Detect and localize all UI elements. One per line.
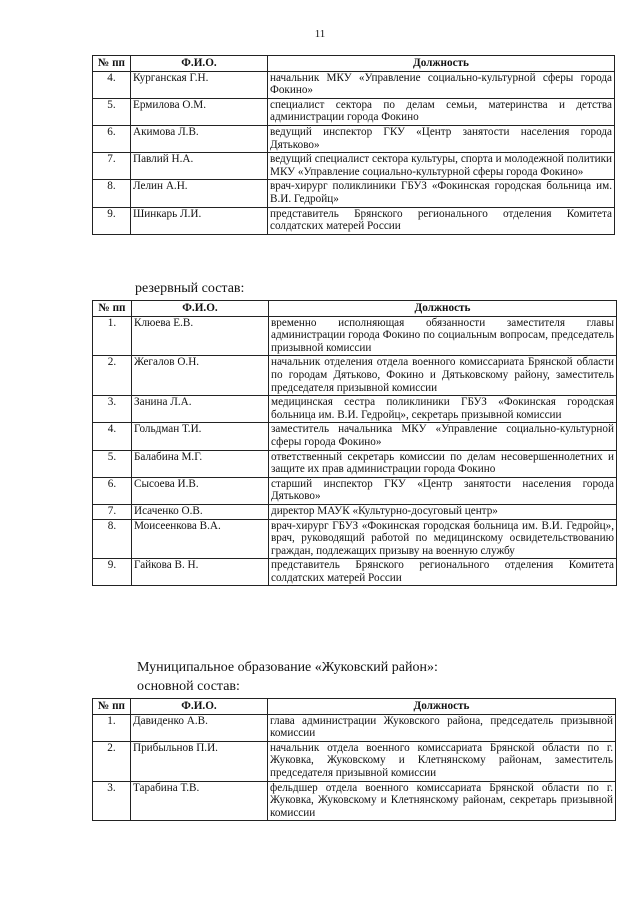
member-position: глава администрации Жуковского района, председатель призывной комиссии <box>268 714 616 741</box>
member-position: директор МАУК «Культурно-досуговый центр» <box>269 504 617 519</box>
row-number: 4. <box>93 71 131 98</box>
table-row <box>93 781 616 821</box>
member-name: Тарабина Т.В. <box>131 781 268 821</box>
section-municipality-heading: Муниципальное образование «Жуковский район»: <box>137 660 438 675</box>
table-header-row <box>93 56 615 72</box>
table-row <box>93 396 617 423</box>
table-header-row <box>93 699 616 715</box>
row-number: 9. <box>93 207 131 234</box>
page-number: 11 <box>314 28 326 40</box>
row-number: 8. <box>93 180 131 207</box>
table-row <box>93 125 615 152</box>
row-number: 2. <box>93 741 131 781</box>
row-number: 1. <box>93 316 132 356</box>
member-name: Жегалов О.Н. <box>132 356 269 396</box>
member-position: ведущий инспектор ГКУ «Центр занятости населения города Дятьково» <box>268 125 615 152</box>
header-name: Ф.И.О. <box>132 301 269 317</box>
header-number: № пп <box>93 301 132 317</box>
member-position: фельдшер отдела военного комиссариата Брянской области по г. Жуковка, Жуковскому и Клетнянскому районам, секретарь призывной комиссии <box>268 781 616 821</box>
table-row <box>93 180 615 207</box>
row-number: 6. <box>93 477 132 504</box>
row-number: 7. <box>93 504 132 519</box>
table-row <box>93 477 617 504</box>
member-position: старший инспектор ГКУ «Центр занятости населения города Дятьково» <box>269 477 617 504</box>
table-row <box>93 559 617 586</box>
header-position: Должность <box>268 56 615 72</box>
table-row <box>93 71 615 98</box>
row-number: 4. <box>93 423 132 450</box>
table-row <box>93 316 617 356</box>
member-name: Ермилова О.М. <box>131 98 268 125</box>
row-number: 5. <box>93 450 132 477</box>
member-name: Прибыльнов П.И. <box>131 741 268 781</box>
member-name: Моисеенкова В.А. <box>132 519 269 559</box>
table-body <box>93 714 616 821</box>
member-name: Гайкова В. Н. <box>132 559 269 586</box>
reserve-commission-table <box>92 300 617 586</box>
table-body <box>93 71 615 234</box>
member-name: Курганская Г.Н. <box>131 71 268 98</box>
member-name: Шинкарь Л.И. <box>131 207 268 234</box>
section-main-heading: основной состав: <box>137 679 240 694</box>
table-row <box>93 714 616 741</box>
member-name: Гольдман Т.И. <box>132 423 269 450</box>
member-position: медицинская сестра поликлиники ГБУЗ «Фокинская городская больница им. В.И. Гедройц», секретарь призывной комиссии <box>269 396 617 423</box>
member-position: начальник отдела военного комиссариата Брянской области по г. Жуковка, Жуковскому и Клетнянскому районам, заместитель председателя призывной комиссии <box>268 741 616 781</box>
table-row <box>93 423 617 450</box>
member-name: Балабина М.Г. <box>132 450 269 477</box>
table-row <box>93 504 617 519</box>
row-number: 3. <box>93 781 131 821</box>
table-body <box>93 316 617 586</box>
header-name: Ф.И.О. <box>131 699 268 715</box>
commission-table-continued <box>92 55 615 235</box>
table-row <box>93 98 615 125</box>
table-row <box>93 153 615 180</box>
member-position: ведущий специалист сектора культуры, спорта и молодежной политики МКУ «Управление социально-культурной сферы города Фокино» <box>268 153 615 180</box>
table-row <box>93 356 617 396</box>
header-position: Должность <box>268 699 616 715</box>
table-row <box>93 519 617 559</box>
header-number: № пп <box>93 56 131 72</box>
member-position: представитель Брянского регионального отделения Комитета солдатских матерей России <box>269 559 617 586</box>
table-header-row <box>93 301 617 317</box>
header-position: Должность <box>269 301 617 317</box>
row-number: 9. <box>93 559 132 586</box>
member-position: врач-хирург ГБУЗ «Фокинская городская больница им. В.И. Гедройц», врач, руководящий работой по медицинскому освидетельствованию граждан, подлежащих призыву на военную службу <box>269 519 617 559</box>
member-name: Исаченко О.В. <box>132 504 269 519</box>
member-name: Занина Л.А. <box>132 396 269 423</box>
row-number: 2. <box>93 356 132 396</box>
row-number: 6. <box>93 125 131 152</box>
member-name: Павлий Н.А. <box>131 153 268 180</box>
member-name: Давиденко А.В. <box>131 714 268 741</box>
table-row <box>93 207 615 234</box>
member-position: ответственный секретарь комиссии по делам несовершеннолетних и защите их прав администрации города Фокино <box>269 450 617 477</box>
member-name: Клюева Е.В. <box>132 316 269 356</box>
member-position: специалист сектора по делам семьи, материнства и детства администрации города Фокино <box>268 98 615 125</box>
zhukovsky-commission-table <box>92 698 616 821</box>
member-name: Акимова Л.В. <box>131 125 268 152</box>
member-name: Лелин А.Н. <box>131 180 268 207</box>
member-position: начальник отделения отдела военного комиссариата Брянской области по городам Дятьково, Фокино и Дятьковскому району, заместитель председателя призывной комиссии <box>269 356 617 396</box>
member-position: временно исполняющая обязанности заместителя главы администрации города Фокино по социальным вопросам, председатель призывной комиссии <box>269 316 617 356</box>
row-number: 7. <box>93 153 131 180</box>
member-position: заместитель начальника МКУ «Управление социально-культурной сферы города Фокино» <box>269 423 617 450</box>
row-number: 1. <box>93 714 131 741</box>
header-name: Ф.И.О. <box>131 56 268 72</box>
table-row <box>93 741 616 781</box>
member-position: начальник МКУ «Управление социально-культурной сферы города Фокино» <box>268 71 615 98</box>
table-row <box>93 450 617 477</box>
row-number: 8. <box>93 519 132 559</box>
section-reserve-heading: резервный состав: <box>135 281 245 296</box>
member-name: Сысоева И.В. <box>132 477 269 504</box>
row-number: 3. <box>93 396 132 423</box>
header-number: № пп <box>93 699 131 715</box>
member-position: представитель Брянского регионального отделения Комитета солдатских матерей России <box>268 207 615 234</box>
row-number: 5. <box>93 98 131 125</box>
member-position: врач-хирург поликлиники ГБУЗ «Фокинская городская больница им. В.И. Гедройц» <box>268 180 615 207</box>
